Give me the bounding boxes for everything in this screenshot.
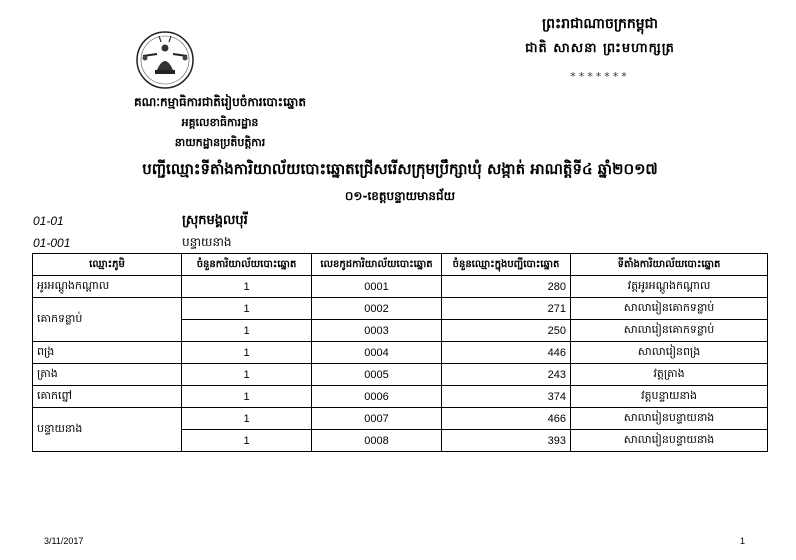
station-code: 0007 xyxy=(312,408,442,430)
document-title: បញ្ជីឈ្មោះទីតាំងការិយាល័យបោះឆ្នោតជ្រើសរើសក្រុមប្រឹក្សាឃុំ សង្កាត់ អាណត្តិទី៤ ឆ្នាំ២០១៧ xyxy=(142,160,658,178)
village-name: គោកព្នៅ xyxy=(33,386,182,408)
header-station-location: ទីតាំងការិយាល័យបោះឆ្នោត xyxy=(571,254,768,276)
voter-count: 374 xyxy=(442,386,571,408)
table-row xyxy=(33,408,768,430)
station-count: 1 xyxy=(182,364,312,386)
header-station-count: ចំនួនការិយាល័យបោះឆ្នោត xyxy=(182,254,312,276)
voter-count: 446 xyxy=(442,342,571,364)
station-count: 1 xyxy=(182,276,312,298)
organization-name: គណៈកម្មាធិការជាតិរៀបចំការបោះឆ្នោត xyxy=(134,95,306,109)
commune-name: បន្ទាយនាង xyxy=(182,235,232,249)
nec-emblem-icon xyxy=(135,30,195,90)
header-voter-count: ចំនួនឈ្មោះក្នុងបញ្ជីបោះឆ្នោត xyxy=(442,254,571,276)
voter-count: 466 xyxy=(442,408,571,430)
station-location: សាលារៀនពង្រ xyxy=(571,342,768,364)
table-row xyxy=(33,386,768,408)
village-name: ត្រាង xyxy=(33,364,182,386)
voter-count: 280 xyxy=(442,276,571,298)
village-name: គោកទន្លាប់ xyxy=(33,298,182,342)
district-code: 01-01 xyxy=(33,214,64,228)
station-count: 1 xyxy=(182,320,312,342)
province-subtitle: ០១-ខេត្តបន្ទាយមានជ័យ xyxy=(344,189,456,203)
station-count: 1 xyxy=(182,430,312,452)
station-code: 0001 xyxy=(312,276,442,298)
village-name: អូរអណ្ដូងកណ្ដាល xyxy=(33,276,182,298)
station-location: វត្តបន្ទាយនាង xyxy=(571,386,768,408)
station-location: វត្តអូរអណ្ដូងកណ្ដាល xyxy=(571,276,768,298)
station-code: 0008 xyxy=(312,430,442,452)
village-name: ពង្រ xyxy=(33,342,182,364)
page-number: 1 xyxy=(740,536,746,546)
decorative-stars: ******* xyxy=(570,70,630,83)
station-count: 1 xyxy=(182,298,312,320)
station-count: 1 xyxy=(182,342,312,364)
secretariat-name: អគ្គលេខាធិការដ្ឋាន xyxy=(181,116,259,129)
polling-stations-table xyxy=(32,253,768,452)
table-row xyxy=(33,276,768,298)
station-location: សាលារៀនបន្ទាយនាង xyxy=(571,430,768,452)
station-code: 0002 xyxy=(312,298,442,320)
table-row xyxy=(33,342,768,364)
station-location: សាលារៀនគោកទន្លាប់ xyxy=(571,320,768,342)
village-name: បន្ទាយនាង xyxy=(33,408,182,452)
header-station-code: លេខកូដការិយាល័យបោះឆ្នោត xyxy=(312,254,442,276)
table-row xyxy=(33,298,768,320)
print-date: 3/11/2017 xyxy=(44,536,84,546)
station-count: 1 xyxy=(182,386,312,408)
voter-count: 250 xyxy=(442,320,571,342)
voter-count: 271 xyxy=(442,298,571,320)
district-name: ស្រុកមង្គលបុរី xyxy=(182,213,248,228)
voter-count: 393 xyxy=(442,430,571,452)
station-location: សាលារៀនបន្ទាយនាង xyxy=(571,408,768,430)
kingdom-title: ព្រះរាជាណាចក្រកម្ពុជា xyxy=(541,16,658,32)
station-code: 0005 xyxy=(312,364,442,386)
station-code: 0003 xyxy=(312,320,442,342)
national-motto: ជាតិ សាសនា ព្រះមហាក្សត្រ xyxy=(525,41,675,56)
station-location: សាលារៀនគោកទន្លាប់ xyxy=(571,298,768,320)
commune-code: 01-001 xyxy=(33,236,71,250)
station-count: 1 xyxy=(182,408,312,430)
department-name: នាយកដ្ឋានប្រតិបត្តិការ xyxy=(174,136,266,149)
station-location: វត្តត្រាង xyxy=(571,364,768,386)
voter-count: 243 xyxy=(442,364,571,386)
station-code: 0004 xyxy=(312,342,442,364)
header-village-name: ឈ្មោះភូមិ xyxy=(33,254,182,276)
table-row xyxy=(33,364,768,386)
station-code: 0006 xyxy=(312,386,442,408)
table-header-row xyxy=(33,254,768,276)
